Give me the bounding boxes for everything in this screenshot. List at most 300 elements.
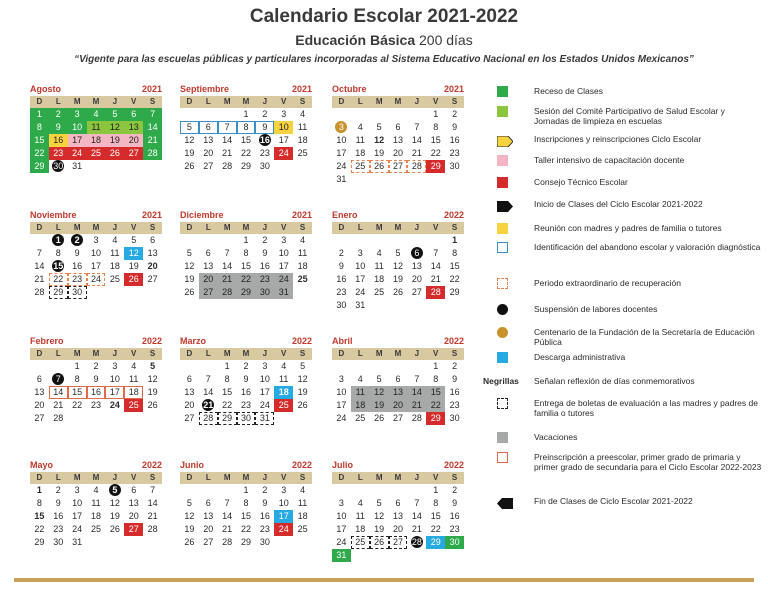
- day-cell: 8: [452, 248, 458, 258]
- day-cell: 28: [426, 286, 445, 299]
- day-cell: 23: [449, 524, 460, 534]
- month-header: [332, 82, 464, 96]
- day-cell: 19: [374, 148, 385, 158]
- day-cell: 5: [395, 248, 401, 258]
- day-cell: 1: [452, 235, 458, 245]
- day-cell: 10: [336, 511, 347, 521]
- day-empty: [332, 484, 351, 497]
- day-cell: 15: [222, 387, 233, 397]
- weekday-label: V: [131, 473, 137, 482]
- day-cell: 15: [30, 134, 49, 147]
- day-cell: 2: [55, 485, 61, 495]
- day-cell: 9: [49, 121, 68, 134]
- legend-label: Receso de Clases: [534, 86, 603, 96]
- day-cell: 4: [357, 374, 363, 384]
- weekday-label: D: [186, 223, 193, 232]
- day-cell: 4: [300, 485, 306, 495]
- weekday-label: M: [394, 473, 402, 482]
- legend-label: Fin de Clases de Ciclo Escolar 2021-2022: [534, 496, 693, 506]
- month-header: [180, 458, 312, 472]
- day-cell: 22: [237, 273, 256, 286]
- day-cell: 18: [374, 274, 385, 284]
- day-cell: 27: [411, 287, 422, 297]
- day-cell: 14: [430, 261, 441, 271]
- weekday-label: M: [242, 97, 250, 106]
- day-cell: 20: [203, 148, 214, 158]
- weekday-label: M: [242, 223, 250, 232]
- weekday-label: J: [262, 349, 268, 358]
- day-cell: 25: [90, 524, 101, 534]
- day-cell: 13: [203, 261, 214, 271]
- weekday-label: M: [223, 223, 231, 232]
- month-name: Marzo: [180, 336, 207, 346]
- weekday-label: M: [92, 223, 100, 232]
- day-cell: 7: [224, 498, 230, 508]
- day-cell: 4: [357, 498, 363, 508]
- weekday-label: S: [451, 349, 458, 358]
- day-empty: [218, 234, 237, 247]
- day-cell: 23: [90, 400, 101, 410]
- day-grid: [180, 108, 312, 173]
- day-cell: 2: [452, 361, 458, 371]
- day-cell: 20: [389, 399, 408, 412]
- day-cell: 19: [128, 261, 139, 271]
- day-cell: 20: [411, 274, 422, 284]
- day-cell: 10: [278, 498, 289, 508]
- day-cell: 30: [259, 537, 270, 547]
- month-name: Mayo: [30, 460, 54, 470]
- day-cell: 3: [338, 498, 344, 508]
- month-name: Febrero: [30, 336, 64, 346]
- weekday-row: [30, 472, 162, 484]
- day-cell: 9: [74, 248, 80, 258]
- month-year: 2022: [291, 336, 312, 346]
- day-empty: [370, 360, 389, 373]
- day-cell: 13: [389, 386, 408, 399]
- day-cell: 20: [128, 511, 139, 521]
- day-cell: 14: [203, 387, 214, 397]
- weekday-label: M: [394, 349, 402, 358]
- day-cell: 1: [243, 235, 249, 245]
- black-arrow-right-icon: [497, 199, 508, 210]
- day-cell: 14: [34, 261, 45, 271]
- weekday-label: M: [375, 97, 383, 106]
- weekday-label: J: [414, 473, 420, 482]
- day-cell: 11: [351, 386, 370, 399]
- month-name: Julio: [332, 460, 354, 470]
- weekday-label: M: [223, 349, 231, 358]
- day-cell: 22: [49, 273, 68, 286]
- day-cell: 21: [407, 399, 426, 412]
- day-cell: 5: [186, 248, 192, 258]
- day-cell: 22: [222, 400, 233, 410]
- lightgreen-icon: [497, 106, 508, 117]
- day-cell: 5: [131, 235, 137, 245]
- day-cell: 24: [355, 287, 366, 297]
- day-cell: 4: [131, 361, 137, 371]
- day-cell: 25: [351, 536, 370, 549]
- day-cell: 3: [74, 485, 80, 495]
- month-header: [180, 82, 312, 96]
- day-cell: 23: [49, 147, 68, 160]
- day-cell: 22: [426, 399, 445, 412]
- day-cell: 30: [449, 413, 460, 423]
- day-cell: 20: [199, 273, 218, 286]
- legend-label: Reunión con madres y padres de familia o tutores: [534, 223, 722, 233]
- day-cell: 17: [72, 511, 83, 521]
- day-cell: 2: [243, 361, 249, 371]
- day-cell: 29: [240, 537, 251, 547]
- day-cell: 18: [90, 511, 101, 521]
- day-cell: 28: [34, 287, 45, 297]
- day-cell: 21: [218, 273, 237, 286]
- day-empty: [407, 484, 426, 497]
- day-cell: 26: [374, 413, 385, 423]
- day-cell: 18: [351, 399, 370, 412]
- day-cell: 5: [105, 108, 124, 121]
- day-empty: [30, 360, 49, 373]
- day-cell: 18: [297, 261, 308, 271]
- day-cell: 1: [433, 109, 439, 119]
- day-cell: 17: [278, 261, 289, 271]
- legend-label: Sesión del Comité Participativo de Salud Escolar y Jornadas de limpieza en escuelas: [534, 106, 725, 126]
- day-cell: 11: [355, 135, 365, 145]
- day-cell: 3: [93, 235, 99, 245]
- day-cell: 4: [112, 235, 118, 245]
- day-cell: 23: [53, 524, 64, 534]
- day-cell: 3: [357, 248, 363, 258]
- day-cell: 5: [180, 121, 199, 134]
- weekday-label: V: [433, 97, 439, 106]
- day-cell: [199, 399, 218, 412]
- day-cell: 27: [34, 413, 45, 423]
- month-year: 2022: [443, 336, 464, 346]
- day-cell: 12: [124, 247, 143, 260]
- day-cell: 8: [237, 121, 256, 134]
- day-cell: 6: [205, 248, 211, 258]
- weekday-label: M: [92, 473, 100, 482]
- day-cell: 11: [87, 121, 106, 134]
- day-cell: 25: [297, 148, 308, 158]
- subtitle-days: 200 días: [415, 32, 473, 48]
- day-cell: 9: [262, 248, 268, 258]
- weekday-label: D: [36, 349, 43, 358]
- day-empty: [407, 360, 426, 373]
- weekday-row: [180, 222, 312, 234]
- day-cell: 2: [262, 235, 268, 245]
- weekday-label: V: [281, 223, 287, 232]
- day-cell: 16: [336, 274, 347, 284]
- day-grid: [30, 484, 162, 549]
- black-arrow-left-icon: [497, 496, 508, 507]
- weekday-row: [30, 348, 162, 360]
- day-cell: 11: [279, 374, 289, 384]
- weekday-label: S: [149, 97, 156, 106]
- day-cell: 17: [259, 387, 270, 397]
- day-cell: 29: [218, 412, 237, 425]
- day-cell: 9: [452, 374, 458, 384]
- day-empty: [199, 234, 218, 247]
- day-cell: 17: [336, 400, 347, 410]
- day-cell: 3: [112, 361, 118, 371]
- day-cell: 28: [411, 413, 422, 423]
- gold-circle-icon: [497, 327, 508, 338]
- day-cell: 24: [274, 147, 293, 160]
- weekday-label: D: [36, 473, 43, 482]
- weekday-label: S: [299, 223, 306, 232]
- day-empty: [370, 234, 389, 247]
- weekday-label: J: [112, 97, 118, 106]
- weekday-label: M: [375, 349, 383, 358]
- day-cell: 30: [68, 286, 87, 299]
- day-marker: 28: [411, 537, 422, 547]
- day-cell: 6: [186, 374, 192, 384]
- day-cell: 13: [34, 387, 45, 397]
- weekday-label: J: [262, 473, 268, 482]
- day-cell: 2: [452, 485, 458, 495]
- day-cell: 11: [297, 122, 308, 132]
- day-cell: 12: [392, 261, 403, 271]
- day-cell: 23: [240, 400, 251, 410]
- weekday-label: S: [451, 473, 458, 482]
- day-cell: 21: [430, 274, 441, 284]
- weekday-label: J: [414, 349, 420, 358]
- legend-label: Inscripciones y reinscripciones Ciclo Escolar: [534, 134, 702, 144]
- day-cell: 9: [262, 498, 268, 508]
- weekday-label: V: [433, 223, 439, 232]
- month-header: [30, 458, 162, 472]
- legend-label: Suspensión de labores docentes: [534, 304, 658, 314]
- day-cell: 13: [184, 387, 195, 397]
- day-cell: 13: [128, 498, 139, 508]
- day-cell: 19: [184, 148, 195, 158]
- day-cell: 15: [34, 511, 45, 521]
- weekday-label: V: [281, 473, 287, 482]
- day-empty: [351, 484, 370, 497]
- weekday-label: M: [73, 473, 81, 482]
- day-cell: 22: [240, 524, 251, 534]
- black-circle-icon: [497, 304, 508, 315]
- weekday-label: S: [149, 349, 156, 358]
- day-cell: 10: [68, 121, 87, 134]
- weekday-label: L: [357, 473, 363, 482]
- day-grid: [30, 234, 162, 299]
- day-cell: 24: [87, 273, 106, 286]
- orange-outline-icon: [497, 452, 508, 463]
- day-cell: 28: [407, 160, 426, 173]
- day-cell: 20: [392, 524, 403, 534]
- day-marker: 1: [52, 234, 64, 246]
- day-cell: 27: [124, 523, 143, 536]
- weekday-label: S: [451, 223, 458, 232]
- day-cell: 24: [68, 147, 87, 160]
- day-cell: 1: [30, 108, 49, 121]
- day-marker: 30: [53, 161, 64, 171]
- day-cell: 9: [93, 374, 99, 384]
- day-cell: 8: [30, 121, 49, 134]
- weekday-label: M: [92, 97, 100, 106]
- day-cell: [407, 536, 426, 549]
- month-header: [332, 208, 464, 222]
- day-cell: 26: [370, 536, 389, 549]
- weekday-label: D: [186, 97, 193, 106]
- day-cell: 13: [392, 511, 403, 521]
- day-cell: 19: [392, 274, 403, 284]
- day-cell: 9: [452, 122, 458, 132]
- day-grid: [332, 108, 464, 186]
- weekday-label: V: [281, 349, 287, 358]
- day-cell: 8: [243, 498, 249, 508]
- day-cell: 11: [297, 248, 308, 258]
- day-cell: 30: [237, 412, 256, 425]
- day-cell: 10: [278, 248, 289, 258]
- day-cell: 11: [355, 511, 365, 521]
- day-cell: 17: [278, 135, 289, 145]
- red-icon: [497, 177, 508, 188]
- day-cell: 21: [222, 148, 233, 158]
- day-cell: 24: [259, 400, 270, 410]
- day-cell: 7: [414, 122, 420, 132]
- day-cell: 20: [184, 400, 195, 410]
- day-cell: 17: [90, 261, 101, 271]
- day-marker: 21: [203, 400, 214, 410]
- day-cell: 6: [124, 108, 143, 121]
- weekday-label: M: [375, 223, 383, 232]
- day-cell: 1: [224, 361, 230, 371]
- day-cell: 13: [203, 135, 214, 145]
- day-grid: [180, 234, 312, 299]
- month-year: 2022: [291, 460, 312, 470]
- day-cell: 22: [240, 148, 251, 158]
- day-empty: [332, 234, 351, 247]
- day-cell: 22: [30, 147, 49, 160]
- day-cell: 12: [374, 511, 385, 521]
- subtitle: [0, 32, 768, 48]
- weekday-label: L: [55, 223, 61, 232]
- day-empty: [180, 484, 199, 497]
- day-cell: 13: [411, 261, 422, 271]
- day-cell: 5: [376, 498, 382, 508]
- day-cell: 18: [297, 511, 308, 521]
- day-cell: 20: [34, 400, 45, 410]
- month-name: Junio: [180, 460, 204, 470]
- day-cell: 1: [433, 485, 439, 495]
- footer-rule: [14, 578, 754, 582]
- weekday-label: L: [357, 223, 363, 232]
- day-cell: 16: [449, 511, 460, 521]
- day-cell: 12: [147, 374, 158, 384]
- day-cell: 23: [255, 273, 274, 286]
- weekday-label: S: [149, 223, 156, 232]
- day-cell: 27: [147, 274, 158, 284]
- day-cell: 6: [199, 121, 218, 134]
- day-cell: 10: [259, 374, 270, 384]
- day-cell: 20: [147, 261, 158, 271]
- weekday-row: [332, 348, 464, 360]
- day-cell: 9: [55, 498, 61, 508]
- yellow-icon: [497, 223, 508, 234]
- weekday-row: [180, 348, 312, 360]
- weekday-row: [180, 96, 312, 108]
- weekday-label: M: [92, 349, 100, 358]
- day-cell: 20: [124, 134, 143, 147]
- legend-label: Entrega de boletas de evaluación a las madres y padres de familia o tutores: [534, 398, 758, 418]
- day-cell: 15: [449, 261, 460, 271]
- day-cell: 29: [426, 412, 445, 425]
- day-cell: 6: [36, 374, 42, 384]
- month-year: 2022: [141, 336, 162, 346]
- day-cell: 12: [105, 121, 124, 134]
- month-header: [30, 82, 162, 96]
- day-cell: 18: [355, 148, 366, 158]
- day-cell: 22: [449, 274, 460, 284]
- day-cell: 26: [184, 287, 195, 297]
- month-agosto: [30, 82, 162, 173]
- day-cell: 20: [392, 148, 403, 158]
- day-cell: 26: [297, 400, 308, 410]
- day-cell: 17: [274, 510, 293, 523]
- day-cell: 1: [243, 109, 249, 119]
- day-cell: 8: [74, 374, 80, 384]
- day-cell: [49, 234, 68, 247]
- day-cell: 24: [274, 523, 293, 536]
- day-empty: [389, 108, 408, 121]
- month-febrero: [30, 334, 162, 425]
- day-cell: 21: [411, 148, 422, 158]
- weekday-label: D: [338, 349, 345, 358]
- day-cell: 27: [392, 413, 403, 423]
- day-empty: [332, 108, 351, 121]
- day-cell: 26: [392, 287, 403, 297]
- day-marker: 2: [71, 234, 83, 246]
- day-cell: 17: [68, 134, 87, 147]
- green-icon: [497, 86, 508, 97]
- weekday-label: D: [338, 223, 345, 232]
- orange-dashed-icon: [497, 278, 508, 289]
- weekday-label: D: [36, 97, 43, 106]
- day-cell: 4: [93, 485, 99, 495]
- weekday-row: [180, 472, 312, 484]
- day-cell: 22: [430, 524, 441, 534]
- day-empty: [199, 484, 218, 497]
- weekday-label: M: [375, 473, 383, 482]
- negrillas-label: Negrillas: [483, 376, 519, 386]
- day-cell: 22: [430, 148, 441, 158]
- day-cell: 27: [203, 537, 214, 547]
- weekday-label: S: [149, 473, 156, 482]
- day-cell: 18: [355, 524, 366, 534]
- subtitle-bold: Educación Básica: [295, 32, 416, 48]
- legend-label: Preinscripción a preescolar, primer grado de primaria y primer grado de secundaria para el Ciclo Escolar 2022-2023: [534, 452, 762, 472]
- day-cell: 17: [336, 524, 347, 534]
- month-header: [180, 208, 312, 222]
- day-cell: 9: [243, 374, 249, 384]
- day-cell: 27: [124, 147, 143, 160]
- day-cell: 25: [351, 160, 370, 173]
- day-cell: 26: [105, 147, 124, 160]
- day-cell: 8: [433, 498, 439, 508]
- day-cell: 24: [109, 400, 120, 410]
- day-grid: [332, 234, 464, 312]
- day-empty: [180, 108, 199, 121]
- day-cell: 21: [53, 400, 64, 410]
- day-cell: 28: [143, 147, 162, 160]
- day-cell: 27: [184, 413, 195, 423]
- day-cell: 12: [184, 261, 195, 271]
- day-cell: 23: [449, 148, 460, 158]
- day-cell: 26: [109, 524, 120, 534]
- day-cell: 19: [184, 524, 195, 534]
